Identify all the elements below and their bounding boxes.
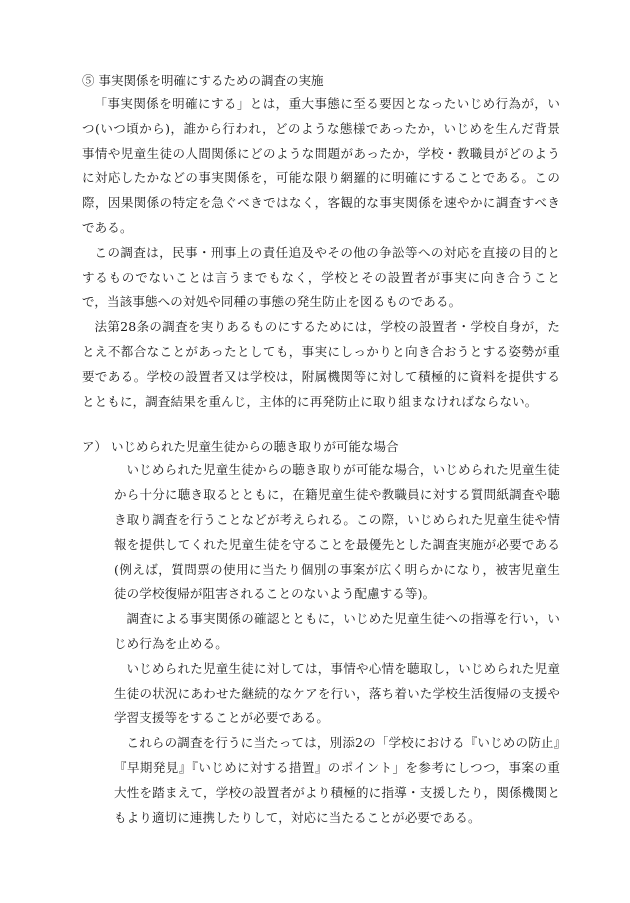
subsection-paragraph-4: これらの調査を行うに当たっては，別添2の「学校における『いじめの防止』『早期発見』『いじめに対する措置』のポイント」を参考にしつつ，事案の重大性を踏まえて，学校の設置者がより積極的に指導・支援したり，関係機関ともより適切に連携したりして，対応に当たることが必要である。	[114, 735, 560, 825]
section-paragraph-3: 法第28条の調査を実りあるものにするためには，学校の設置者・学校自身が，たとえ不都合なことがあったとしても，事実にしっかりと向き合おうとする姿勢が重要である。学校の設置者又は学校は，附属機関等に対して積極的に資料を提供するとともに，調査結果を重んじ，主体的に再発防止に取り組まなければならない。	[82, 319, 560, 409]
subsection-heading: ア） いじめられた児童生徒からの聴き取りが可能な場合	[82, 439, 399, 455]
section-spacer	[82, 414, 560, 436]
subsection-paragraph-3: いじめられた児童生徒に対しては，事情や心情を聴取し，いじめられた児童生徒の状況にあわせた継続的なケアを行い，落ち着いた学校生活復帰の支援や学習支援等をすることが必要である。	[114, 660, 560, 726]
subsection-paragraph-1: いじめられた児童生徒からの聴き取りが可能な場合，いじめられた児童生徒から十分に聴き取るとともに，在籍児童生徒や教職員に対する質問紙調査や聴き取り調査を行うことなどが考えられる。この際，いじめられた児童生徒や情報を提供してくれた児童生徒を守ることを最優先とした調査実施が必要である(例えば，質問票の使用に当たり個別の事案が広く明らかになり，被害児童生徒の学校復帰が阻害されることのないよう配慮する等)。	[114, 462, 560, 602]
section-heading: ⑤ 事実関係を明確にするための調査の実施	[82, 73, 324, 88]
document-body	[82, 70, 560, 830]
section-paragraph-1: 「事実関係を明確にする」とは，重大事態に至る要因となったいじめ行為が，いつ(いつ頃から)，誰から行われ，どのような態様であったか，いじめを生んだ背景事情や児童生徒の人間関係にどのような問題があったか，学校・教職員がどのように対応したかなどの事実関係を，可能な限り網羅的に明確にすることである。この際，因果関係の特定を急ぐべきではなく，客観的な事実関係を速やかに調査すべきである。	[82, 96, 560, 235]
subsection-paragraph-2: 調査による事実関係の確認とともに，いじめた児童生徒への指導を行い，いじめ行為を止める。	[114, 611, 560, 651]
section-paragraph-2: この調査は，民事・刑事上の責任追及やその他の争訟等への対応を直接の目的とするものでないことは言うまでもなく，学校とその設置者が事実に向き合うことで，当該事態への対処や同種の事態の発生防止を図るものである。	[82, 244, 560, 310]
